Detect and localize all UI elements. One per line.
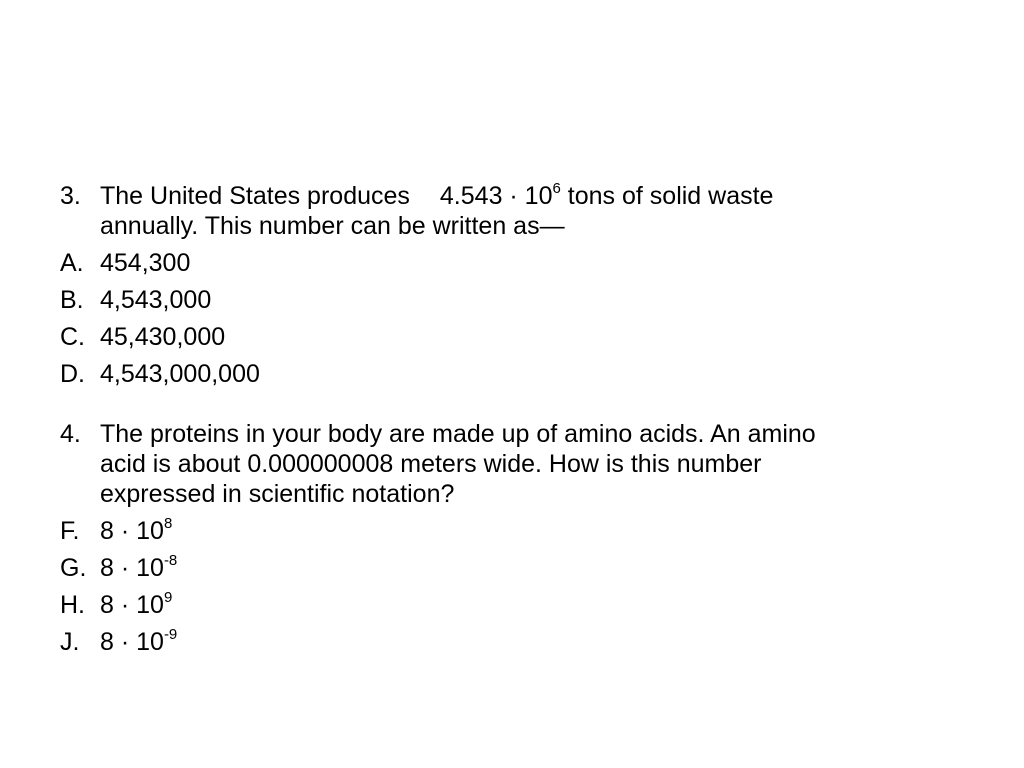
question-number: 4. — [60, 420, 81, 448]
expression-base: 8 · 10 — [100, 554, 164, 582]
question-text — [100, 181, 960, 241]
question-line: acid is about 0.000000008 meters wide. How is this number — [100, 450, 762, 478]
question-list — [60, 181, 960, 657]
expression-exponent: 8 — [163, 514, 173, 532]
question-number: 3. — [60, 182, 81, 210]
option-expression — [100, 627, 960, 657]
option-text: 4,543,000 — [100, 286, 212, 314]
expression-base: 8 · 10 — [100, 628, 164, 656]
option-c — [60, 322, 960, 352]
question-line: expressed in scientific notation? — [100, 480, 455, 508]
option-text: 45,430,000 — [100, 323, 226, 351]
option-j — [60, 627, 960, 657]
question-3 — [60, 181, 960, 241]
question-text-before: The United States produces — [100, 182, 410, 210]
expression — [439, 179, 561, 210]
option-letter: B. — [60, 286, 84, 314]
option-letter: H. — [60, 591, 85, 619]
option-expression — [100, 516, 960, 546]
question-line: annually. This number can be written as— — [100, 212, 565, 240]
expression-exponent: -8 — [163, 551, 178, 569]
option-letter: J. — [60, 628, 80, 656]
option-expression — [100, 590, 960, 620]
expression-base: 8 · 10 — [100, 591, 164, 619]
question-line — [100, 181, 960, 211]
option-f — [60, 516, 960, 546]
expression-base: 8 · 10 — [100, 517, 164, 545]
option-a — [60, 248, 960, 278]
question-4 — [60, 419, 960, 509]
option-b — [60, 285, 960, 315]
option-letter: A. — [60, 249, 84, 277]
expression-base: 4.543 · 10 — [439, 182, 553, 210]
option-letter: G. — [60, 554, 87, 582]
question-text — [100, 419, 960, 509]
question-line: The proteins in your body are made up of amino acids. An amino — [100, 420, 816, 448]
expression-exponent: 6 — [552, 179, 561, 197]
question-text-after: tons of solid waste — [560, 182, 774, 210]
expression-exponent: -9 — [163, 625, 178, 643]
option-letter: D. — [60, 360, 85, 388]
option-d — [60, 359, 960, 389]
option-text: 4,543,000,000 — [100, 360, 260, 388]
option-h — [60, 590, 960, 620]
option-letter: C. — [60, 323, 85, 351]
option-text: 454,300 — [100, 249, 191, 277]
expression-exponent: 9 — [163, 588, 173, 606]
option-g — [60, 553, 960, 583]
option-expression — [100, 553, 960, 583]
option-letter: F. — [60, 517, 80, 545]
